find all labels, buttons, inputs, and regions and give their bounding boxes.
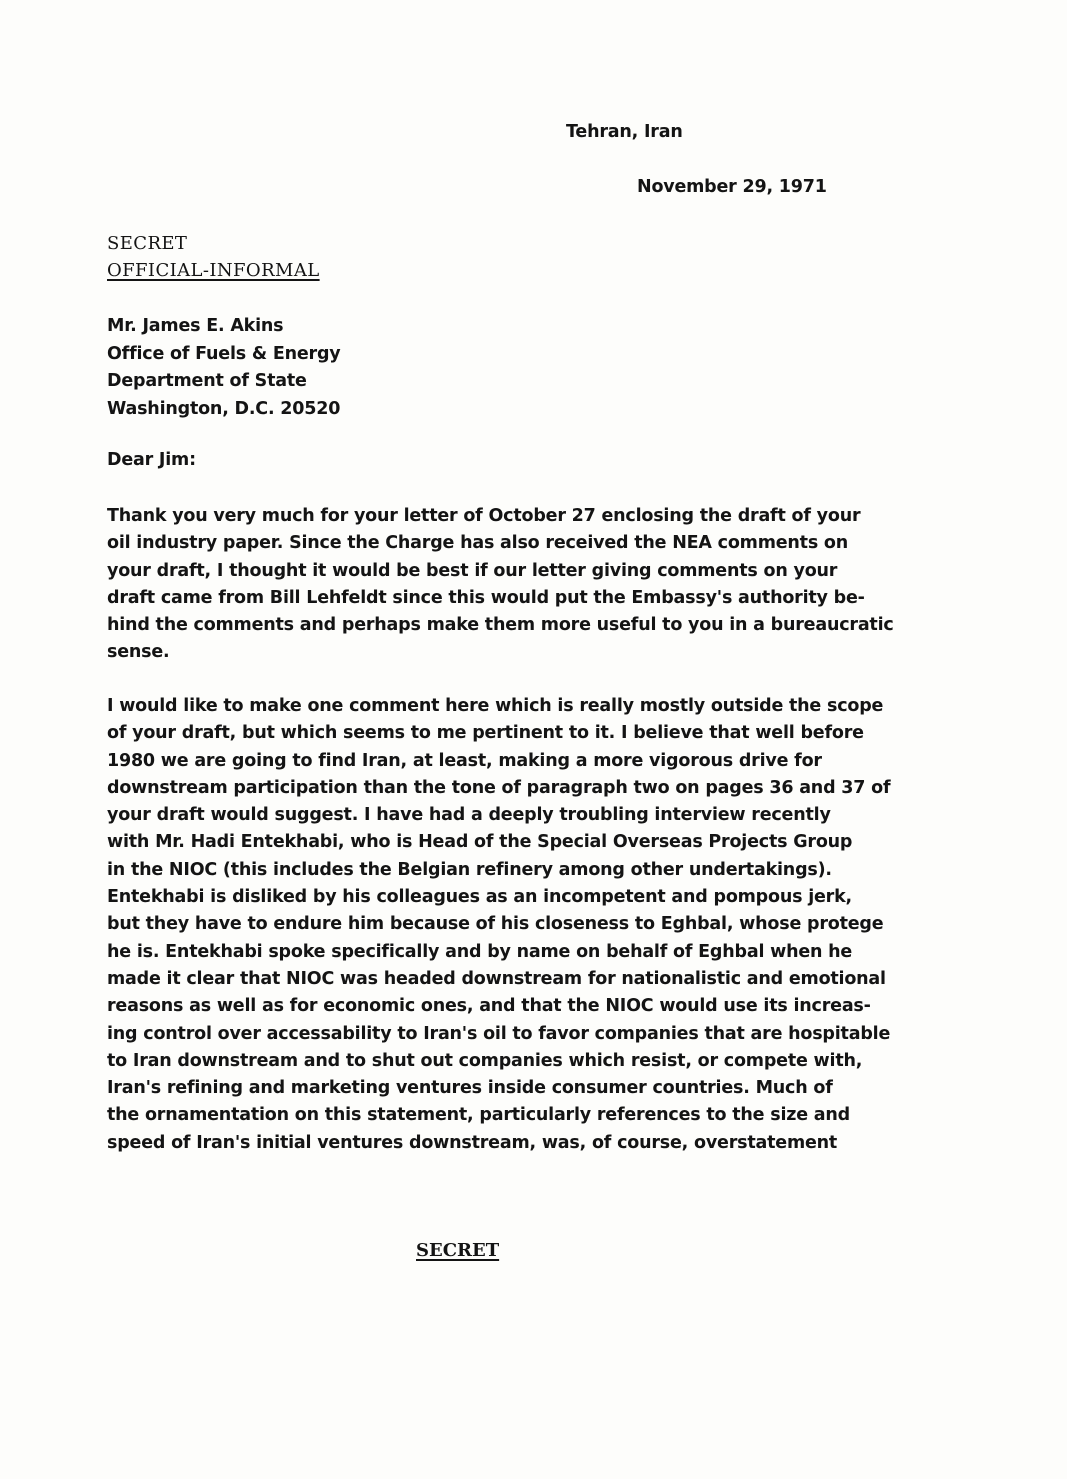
footer-classification: SECRET: [416, 1240, 500, 1261]
recipient-address: [107, 313, 340, 423]
handling-label: OFFICIAL-INFORMAL: [107, 260, 320, 281]
recipient-name: Mr. James E. Akins: [107, 316, 284, 336]
paragraph-line: oil industry paper. Since the Charge has also received the NEA comments on: [107, 533, 849, 554]
paragraph-line: to Iran downstream and to shut out companies which resist, or compete with,: [107, 1050, 863, 1071]
letter-date: November 29, 1971: [637, 177, 827, 197]
recipient-department: Department of State: [107, 371, 307, 391]
paragraph-line: reasons as well as for economic ones, and that the NIOC would use its increas-: [107, 996, 871, 1017]
paragraph-line: but they have to endure him because of his closeness to Eghbal, whose protege: [107, 914, 884, 935]
classification-block: [107, 230, 320, 284]
paragraph-1: [107, 503, 894, 667]
paragraph-line: downstream participation than the tone of paragraph two on pages 36 and 37 of: [107, 777, 891, 798]
paragraph-line: he is. Entekhabi spoke specifically and by name on behalf of Eghbal when he: [107, 941, 853, 962]
paragraph-line: your draft, I thought it would be best if our letter giving comments on your: [107, 560, 838, 581]
paragraph-line: I would like to make one comment here which is really mostly outside the scope: [107, 696, 884, 716]
paragraph-line: ing control over accessability to Iran's oil to favor companies that are hospitable: [107, 1023, 891, 1044]
recipient-office: Office of Fuels & Energy: [107, 343, 341, 364]
salutation: Dear Jim:: [107, 450, 196, 470]
paragraph-line: hind the comments and perhaps make them more useful to you in a bureaucratic: [107, 615, 894, 636]
paragraph-line: your draft would suggest. I have had a deeply troubling interview recently: [107, 805, 831, 826]
letter-place: Tehran, Iran: [566, 122, 683, 142]
paragraph-line: with Mr. Hadi Entekhabi, who is Head of the Special Overseas Projects Group: [107, 832, 853, 853]
paragraph-line: the ornamentation on this statement, particularly references to the size and: [107, 1105, 850, 1126]
paragraph-line: made it clear that NIOC was headed downstream for nationalistic and emotional: [107, 968, 886, 989]
paragraph-line: Entekhabi is disliked by his colleagues as an incompetent and pompous jerk,: [107, 887, 852, 908]
recipient-city: Washington, D.C. 20520: [107, 398, 341, 419]
paragraph-2: [107, 693, 890, 1157]
paragraph-line: in the NIOC (this includes the Belgian refinery among other undertakings).: [107, 859, 832, 880]
paragraph-line: Thank you very much for your letter of October 27 enclosing the draft of your: [107, 506, 861, 526]
paragraph-line: Iran's refining and marketing ventures inside consumer countries. Much of: [107, 1078, 833, 1099]
classification-label: SECRET: [107, 233, 188, 254]
paragraph-line: draft came from Bill Lehfeldt since this would put the Embassy's authority be-: [107, 587, 865, 608]
paragraph-line: speed of Iran's initial ventures downstream, was, of course, overstatement: [107, 1132, 838, 1153]
paragraph-line: of your draft, but which seems to me pertinent to it. I believe that well before: [107, 723, 864, 744]
paragraph-line: sense.: [107, 642, 170, 663]
paragraph-line: 1980 we are going to find Iran, at least, making a more vigorous drive for: [107, 750, 822, 771]
